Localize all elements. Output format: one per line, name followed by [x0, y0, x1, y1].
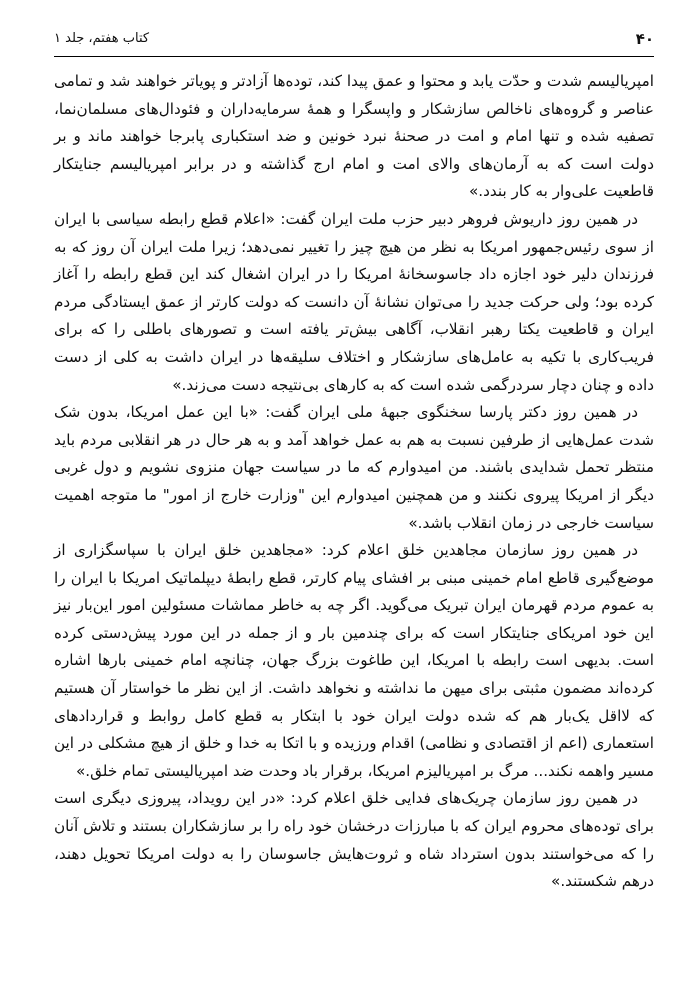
document-page [54, 28, 654, 968]
paragraph-continuation: امپریالیسم شدت و حدّت یابد و محتوا و عمق پیدا کند، توده‌ها آزادتر و پویاتر خواهند شد و تمامی عناصر و گروه‌های ناخالص سازشکار و واپسگرا و همهٔ سرمایه‌داران و فئودال‌های مسلمان‌نما، تصفیه شده و تنها امام و امت در صحنهٔ نبرد خونین و ضد استکباری پابرجا خواهند ماند و بر دولت است که به آرمان‌های والای امت و امام ارج گذاشته و در برابر امپریالیسم جنایتکار قاطعیت علی‌وار به کار بندد.» [54, 72, 654, 201]
page-number: ۴۰ [635, 30, 654, 48]
paragraph-mojahedin-statement: در همین روز سازمان مجاهدین خلق اعلام کرد: «مجاهدین خلق ایران با سپاسگزاری از موضع‌گیری قاطع امام خمینی مبنی بر افشای پیام کارتر، قطع رابطهٔ دیپلماتیک امریکا با ایران را به عموم مردم قهرمان ایران تبریک می‌گوید. اگر چه به خاطر مماشات مسئولین امور این‌بار نیز این خود امریکای جنایتکار است که برای چندمین بار و از جمله در این مورد پیش‌دستی کرده است. بدیهی است رابطه با امریکا، این طاغوت بزرگ جهان، چنانچه امام خمینی بارها اشاره کرده‌اند مضمون مثبتی برای میهن ما نداشته و نخواهد داشت. از این نظر ما خواستار آن هستیم که لااقل یک‌بار هم که شده دولت ایران خود با ابتکار به قطع کامل روابط و قراردادهای استعماری (اعم از اقتصادی و نظامی) اقدام ورزیده و با اتکا به خدا و خلق از هیچ مشکلی در این مسیر واهمه نکند... مرگ بر امپریالیزم امریکا، برقرار باد وحدت ضد امپریالیستی تمام خلق.» [54, 541, 654, 780]
paragraph-foroohar-statement: در همین روز داریوش فروهر دبیر حزب ملت ایران گفت: «اعلام قطع رابطه سیاسی با ایران از سوی رئیس‌جمهور امریکا به نظر من هیچ چیز را تغییر نمی‌دهد؛ زیرا ملت ایران آن روز که به فرزندان دلیر خود اجازه داد جاسوسخانهٔ امریکا را در ایران اشغال کند این قطع رابطه را آغاز کرده بود؛ ولی حرکت جدید را می‌توان نشانهٔ آن دانست که دولت کارتر از عمق ایستادگی مردم ایران و قاطعیت یکتا رهبر انقلاب، آگاهی بیش‌تر یافته است و تصورهای باطلی را که برای فریب‌کاری با تکیه به عامل‌های سازشکار و اختلاف سلیقه‌ها در ایران داشت به کلی از دست داده و چنان دچار سردرگمی شده است که به کارهای بی‌نتیجه دست می‌زند.» [54, 209, 654, 394]
page-header [54, 28, 654, 56]
header-divider [54, 56, 654, 57]
body-text [54, 68, 654, 896]
paragraph-fadaiyan-statement: در همین روز سازمان چریک‌های فدایی خلق اعلام کرد: «در این رویداد، پیروزی دیگری است برای توده‌های محروم ایران که با مبارزات درخشان خود راه را بر سازشکاران بستند و تلاش آنان را که می‌خواستند بدون استرداد شاه و ثروت‌هایش جاسوسان را به دولت امریکا تحویل دهند، درهم شکستند.» [54, 789, 654, 891]
running-title: کتاب هفتم، جلد ۱ [54, 31, 150, 46]
paragraph-parsa-statement: در همین روز دکتر پارسا سخنگوی جبههٔ ملی ایران گفت: «با این عمل امریکا، بدون شک شدت عمل‌هایی از طرفین نسبت به هم به عمل خواهد آمد و به هر حال در هر انقلابی مردم باید منتظر تحمل شدایدی باشند. من امیدوارم که ما در سیاست جهان منزوی نشویم و دول غربی دیگر از امریکا پیروی نکنند و من همچنین امیدوارم این "وزارت خارج از امور" ما متوجه اهمیت سیاست خارجی در زمان انقلاب باشد.» [54, 403, 654, 532]
